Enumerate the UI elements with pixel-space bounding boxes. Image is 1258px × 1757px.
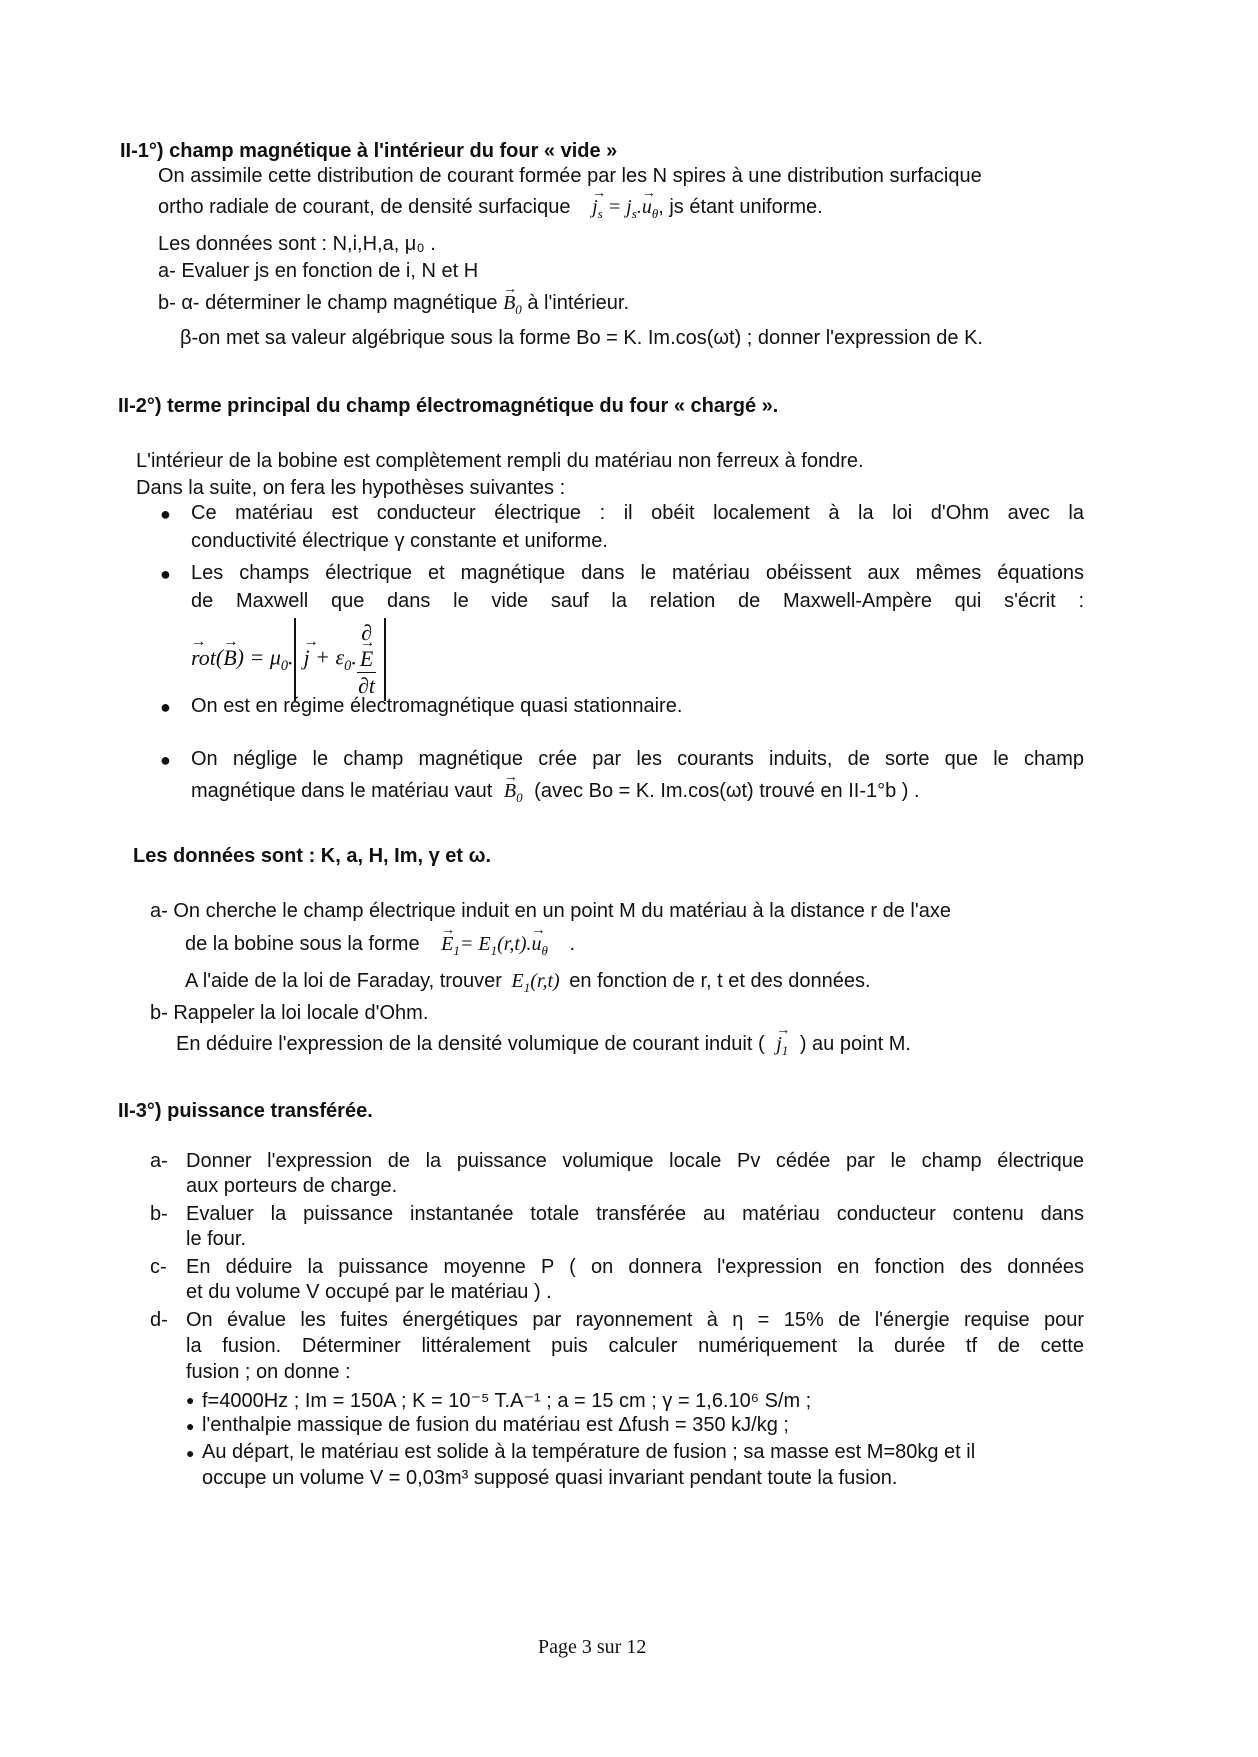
s3-given-mass-line-1: Au départ, le matériau est solide à la température de fusion ; sa masse est M=80kg et il xyxy=(202,1441,976,1463)
s1-paragraph-line-1: On assimile cette distribution de courant formée par les N spires à une distribution surfacique xyxy=(158,165,982,187)
s3-item-a-line-2: aux porteurs de charge. xyxy=(186,1175,398,1197)
s3-given-mass-line-2: occupe un volume V = 0,03m³ supposé quasi invariant pendant toute la fusion. xyxy=(202,1467,898,1489)
bullet-icon: ● xyxy=(186,1445,195,1461)
s2-data-line: Les données sont : K, a, H, Im, γ et ω. xyxy=(133,845,492,867)
s2-question-a-line-1: a- On cherche le champ électrique induit en un point M du matériau à la distance r de l'axe xyxy=(150,900,951,922)
s3-item-d-line-3: fusion ; on donne : xyxy=(186,1361,351,1383)
s2-question-b-line-1: b- Rappeler la loi locale d'Ohm. xyxy=(150,1002,429,1024)
s1-question-a: a- Evaluer js en fonction de i, N et H xyxy=(158,260,479,282)
s3-item-c-line-2: et du volume V occupé par le matériau ) . xyxy=(186,1281,552,1303)
s3-item-b-line-1: Evaluer la puissance instantanée totale transférée au matériau conducteur contenu dans xyxy=(186,1203,1084,1225)
s3-item-b-label: b- xyxy=(150,1203,168,1225)
s2-question-a-line-3: A l'aide de la loi de Faraday, trouver $E_1(r,t)$ en fonction de r, t et des données. xyxy=(185,970,871,995)
s2-bullet-1-line-1: Ce matériau est conducteur électrique : il obéit localement à la loi d'Ohm avec la xyxy=(191,502,1084,524)
s3-item-d-line-2: la fusion. Déterminer littéralement puis calculer numériquement la durée tf de cette xyxy=(186,1335,1084,1357)
bullet-icon: ● xyxy=(160,564,171,584)
bullet-icon: ● xyxy=(160,750,171,770)
s3-item-c-label: c- xyxy=(150,1256,167,1278)
s2-question-b-line-2: En déduire l'expression de la densité volumique de courant induit ( → $j_1$ ) au point M. xyxy=(176,1033,911,1059)
s2-question-a-line-2: de la bobine sous la forme → $E_1= E_1(r,t).\to u_\theta$ . xyxy=(185,933,575,959)
s2-bullet-4-line-2: magnétique dans le matériau vaut → $B_0$ (avec Bo = K. Im.cos(ωt) trouvé en II-1°b ) . xyxy=(191,780,920,806)
s1-data-line: Les données sont : N,i,H,a, μ₀ . xyxy=(158,233,436,255)
s1-paragraph-line-2: ortho radiale de courant, de densité surfacique → $j_s = j_s.\to u_\theta$, js étant uniforme. xyxy=(158,196,823,222)
section-1-title: II-1°) champ magnétique à l'intérieur du four « vide » xyxy=(120,140,618,162)
s2-bullet-4-line-1: On néglige le champ magnétique crée par les courants induits, de sorte que le champ xyxy=(191,748,1084,770)
s3-item-d-line-1: On évalue les fuites énergétiques par rayonnement à η = 15% de l'énergie requise pour xyxy=(186,1309,1084,1331)
s1-question-b-beta: β-on met sa valeur algébrique sous la forme Bo = K. Im.cos(ωt) ; donner l'expression de K. xyxy=(180,327,983,349)
s3-item-a-line-1: Donner l'expression de la puissance volumique locale Pv cédée par le champ électrique xyxy=(186,1150,1084,1172)
bullet-icon: ● xyxy=(160,697,171,717)
page-number: Page 3 sur 12 xyxy=(538,1636,647,1658)
s3-item-a-label: a- xyxy=(150,1150,168,1172)
maxwell-ampere-equation: → $rot(\to B) = \mu_0.\to j + \varepsilon_0$. ∂ → E ∂t xyxy=(191,618,386,701)
s2-paragraph-2: Dans la suite, on fera les hypothèses suivantes : xyxy=(136,477,566,499)
s2-paragraph-1: L'intérieur de la bobine est complètement rempli du matériau non ferreux à fondre. xyxy=(136,450,864,472)
bullet-icon: ● xyxy=(160,504,171,524)
section-3-title: II-3°) puissance transférée. xyxy=(118,1100,373,1122)
s3-given-enthalpy: l'enthalpie massique de fusion du matériau est Δfush = 350 kJ/kg ; xyxy=(202,1414,789,1436)
s3-item-d-label: d- xyxy=(150,1309,168,1331)
s2-bullet-2-line-2: de Maxwell que dans le vide sauf la relation de Maxwell-Ampère qui s'écrit : xyxy=(191,590,1084,612)
surface-current-formula: → $j_s = j_s.\to u_\theta$ xyxy=(592,196,658,218)
bullet-icon: ● xyxy=(186,1392,195,1408)
s2-bullet-1-line-2: conductivité électrique γ constante et uniforme. xyxy=(191,530,608,552)
s3-item-b-line-2: le four. xyxy=(186,1228,247,1250)
section-2-title: II-2°) terme principal du champ électromagnétique du four « chargé ». xyxy=(118,395,779,417)
s2-bullet-3: On est en régime électromagnétique quasi stationnaire. xyxy=(191,695,683,717)
s3-item-c-line-1: En déduire la puissance moyenne P ( on donnera l'expression en fonction des données xyxy=(186,1256,1084,1278)
s2-bullet-2-line-1: Les champs électrique et magnétique dans le matériau obéissent aux mêmes équations xyxy=(191,562,1084,584)
bullet-icon: ● xyxy=(186,1418,195,1434)
s1-question-b-alpha: b- α- déterminer le champ magnétique → $B_0$ à l'intérieur. xyxy=(158,292,629,318)
s3-given-values: f=4000Hz ; Im = 150A ; K = 10⁻⁵ T.A⁻¹ ; a = 15 cm ; γ = 1,6.10⁶ S/m ; xyxy=(202,1390,812,1412)
